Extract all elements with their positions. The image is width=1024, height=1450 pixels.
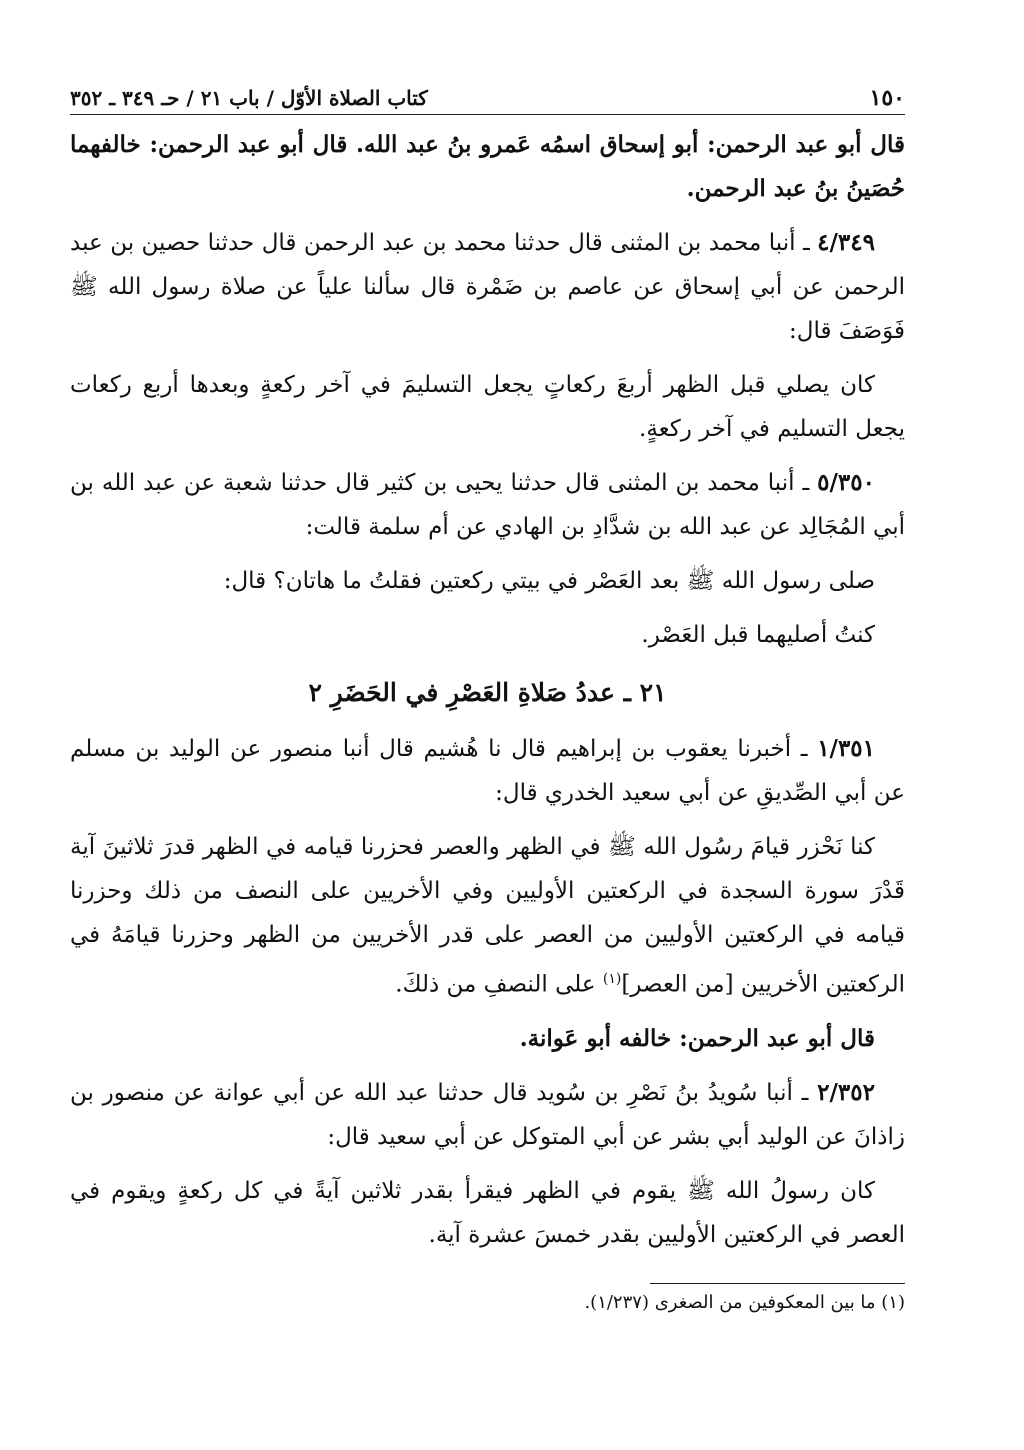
paragraph-7-end: على النصفِ من ذلكَ.	[395, 971, 603, 998]
paragraph-6	[70, 727, 905, 815]
paragraph-7	[70, 825, 905, 1007]
hadith-ref-349: ٤/٣٤٩	[817, 229, 875, 256]
page-body	[70, 123, 905, 1257]
footnote: (١) ما بين المعكوفين من الصغرى (١/٢٣٧).	[584, 1291, 905, 1313]
paragraph-1: قال أبو عبد الرحمن: أبو إسحاق اسمُه عَمرو بنُ عبد الله. قال أبو عبد الرحمن: خالفهما حُصَينُ بنُ عبد الرحمن.	[70, 131, 905, 202]
paragraph-7-text: كنا نَحْزر قيامَ رسُول الله ﷺ في الظهر والعصر فحزرنا قيامه في الظهر قدرَ ثلاثينَ آية قَدْرَ سورة السجدة في الركعتين الأوليين وفي الأخريين على النصف من ذلك وحزرنا قيامه في الركعتين الأوليين من العصر على قدر الأخريين من الظهر وحزرنا قيامَهُ في الركعتين الأخريين [من العصر]	[70, 834, 905, 998]
paragraph-2-text: ـ أنبا محمد بن المثنى قال حدثنا محمد بن عبد الرحمن قال حدثنا حصين بن عبد الرحمن عن أبي إسحاق عن عاصم بن ضَمْرة قال سألنا علياً عن صلاة رسول الله ﷺ فَوَصَفَ قال:	[70, 230, 905, 344]
paragraph-4	[70, 461, 905, 549]
hadith-ref-352: ٢/٣٥٢	[817, 1078, 875, 1106]
paragraph-9-text: ـ أنبا سُويدُ بنُ نَصْرِ بن سُويد قال حدثنا عبد الله عن أبي عوانة عن منصور بن زاذانَ عن الوليد أبي بشر عن أبي المتوكل عن أبي سعيد قال:	[70, 1079, 905, 1150]
page-header	[70, 78, 905, 115]
paragraph-2	[70, 221, 905, 353]
paragraph-8: قال أبو عبد الرحمن: خالفه أبو عَوانة.	[519, 1024, 875, 1052]
paragraph-3: كان يصلي قبل الظهر أربعَ ركعاتٍ يجعل التسليمَ في آخر ركعةٍ وبعدها أربع ركعات يجعل التسليم في آخر ركعةٍ.	[70, 372, 905, 442]
section-title: ٢١ ـ عددُ صَلاةِ العَصْرِ في الحَضَرِ ٢	[308, 678, 667, 707]
footnote-divider	[650, 1283, 905, 1284]
paragraph-6-text: ـ أخبرنا يعقوب بن إبراهيم قال نا هُشيم قال أنبا منصور عن الوليد بن مسلم عن أبي الصِّديقِ عن أبي سعيد الخدري قال:	[70, 736, 905, 806]
paragraph-5a: صلى رسول الله ﷺ بعد العَصْر في بيتي ركعتين فقلتُ ما هاتان؟ قال:	[223, 568, 875, 594]
running-title: كتاب الصلاة الأوّل / باب ٢١ / حـ ٣٤٩ ـ ٣٥٢	[70, 86, 428, 110]
paragraph-10: كان رسولُ الله ﷺ يقوم في الظهر فيقرأ بقدر ثلاثين آيةً في كل ركعةٍ ويقوم في العصر في الركعتين الأوليين بقدر خمسَ عشرة آية.	[70, 1177, 905, 1248]
hadith-ref-351: ١/٣٥١	[817, 735, 876, 762]
paragraph-5b: كنتُ أصليهما قبل العَصْر.	[641, 622, 875, 648]
paragraph-4-text: ـ أنبا محمد بن المثنى قال حدثنا يحيى بن كثير قال حدثنا شعبة عن عبد الله بن أبي المُجَالِد عن عبد الله بن شدَّادِ بن الهادي عن أم سلمة قالت:	[70, 470, 905, 540]
paragraph-9	[70, 1071, 905, 1159]
document-page	[70, 78, 905, 1318]
page-number: ١٥٠	[869, 85, 905, 111]
footnote-marker: (١)	[602, 971, 622, 987]
hadith-ref-350: ٥/٣٥٠	[817, 469, 875, 496]
